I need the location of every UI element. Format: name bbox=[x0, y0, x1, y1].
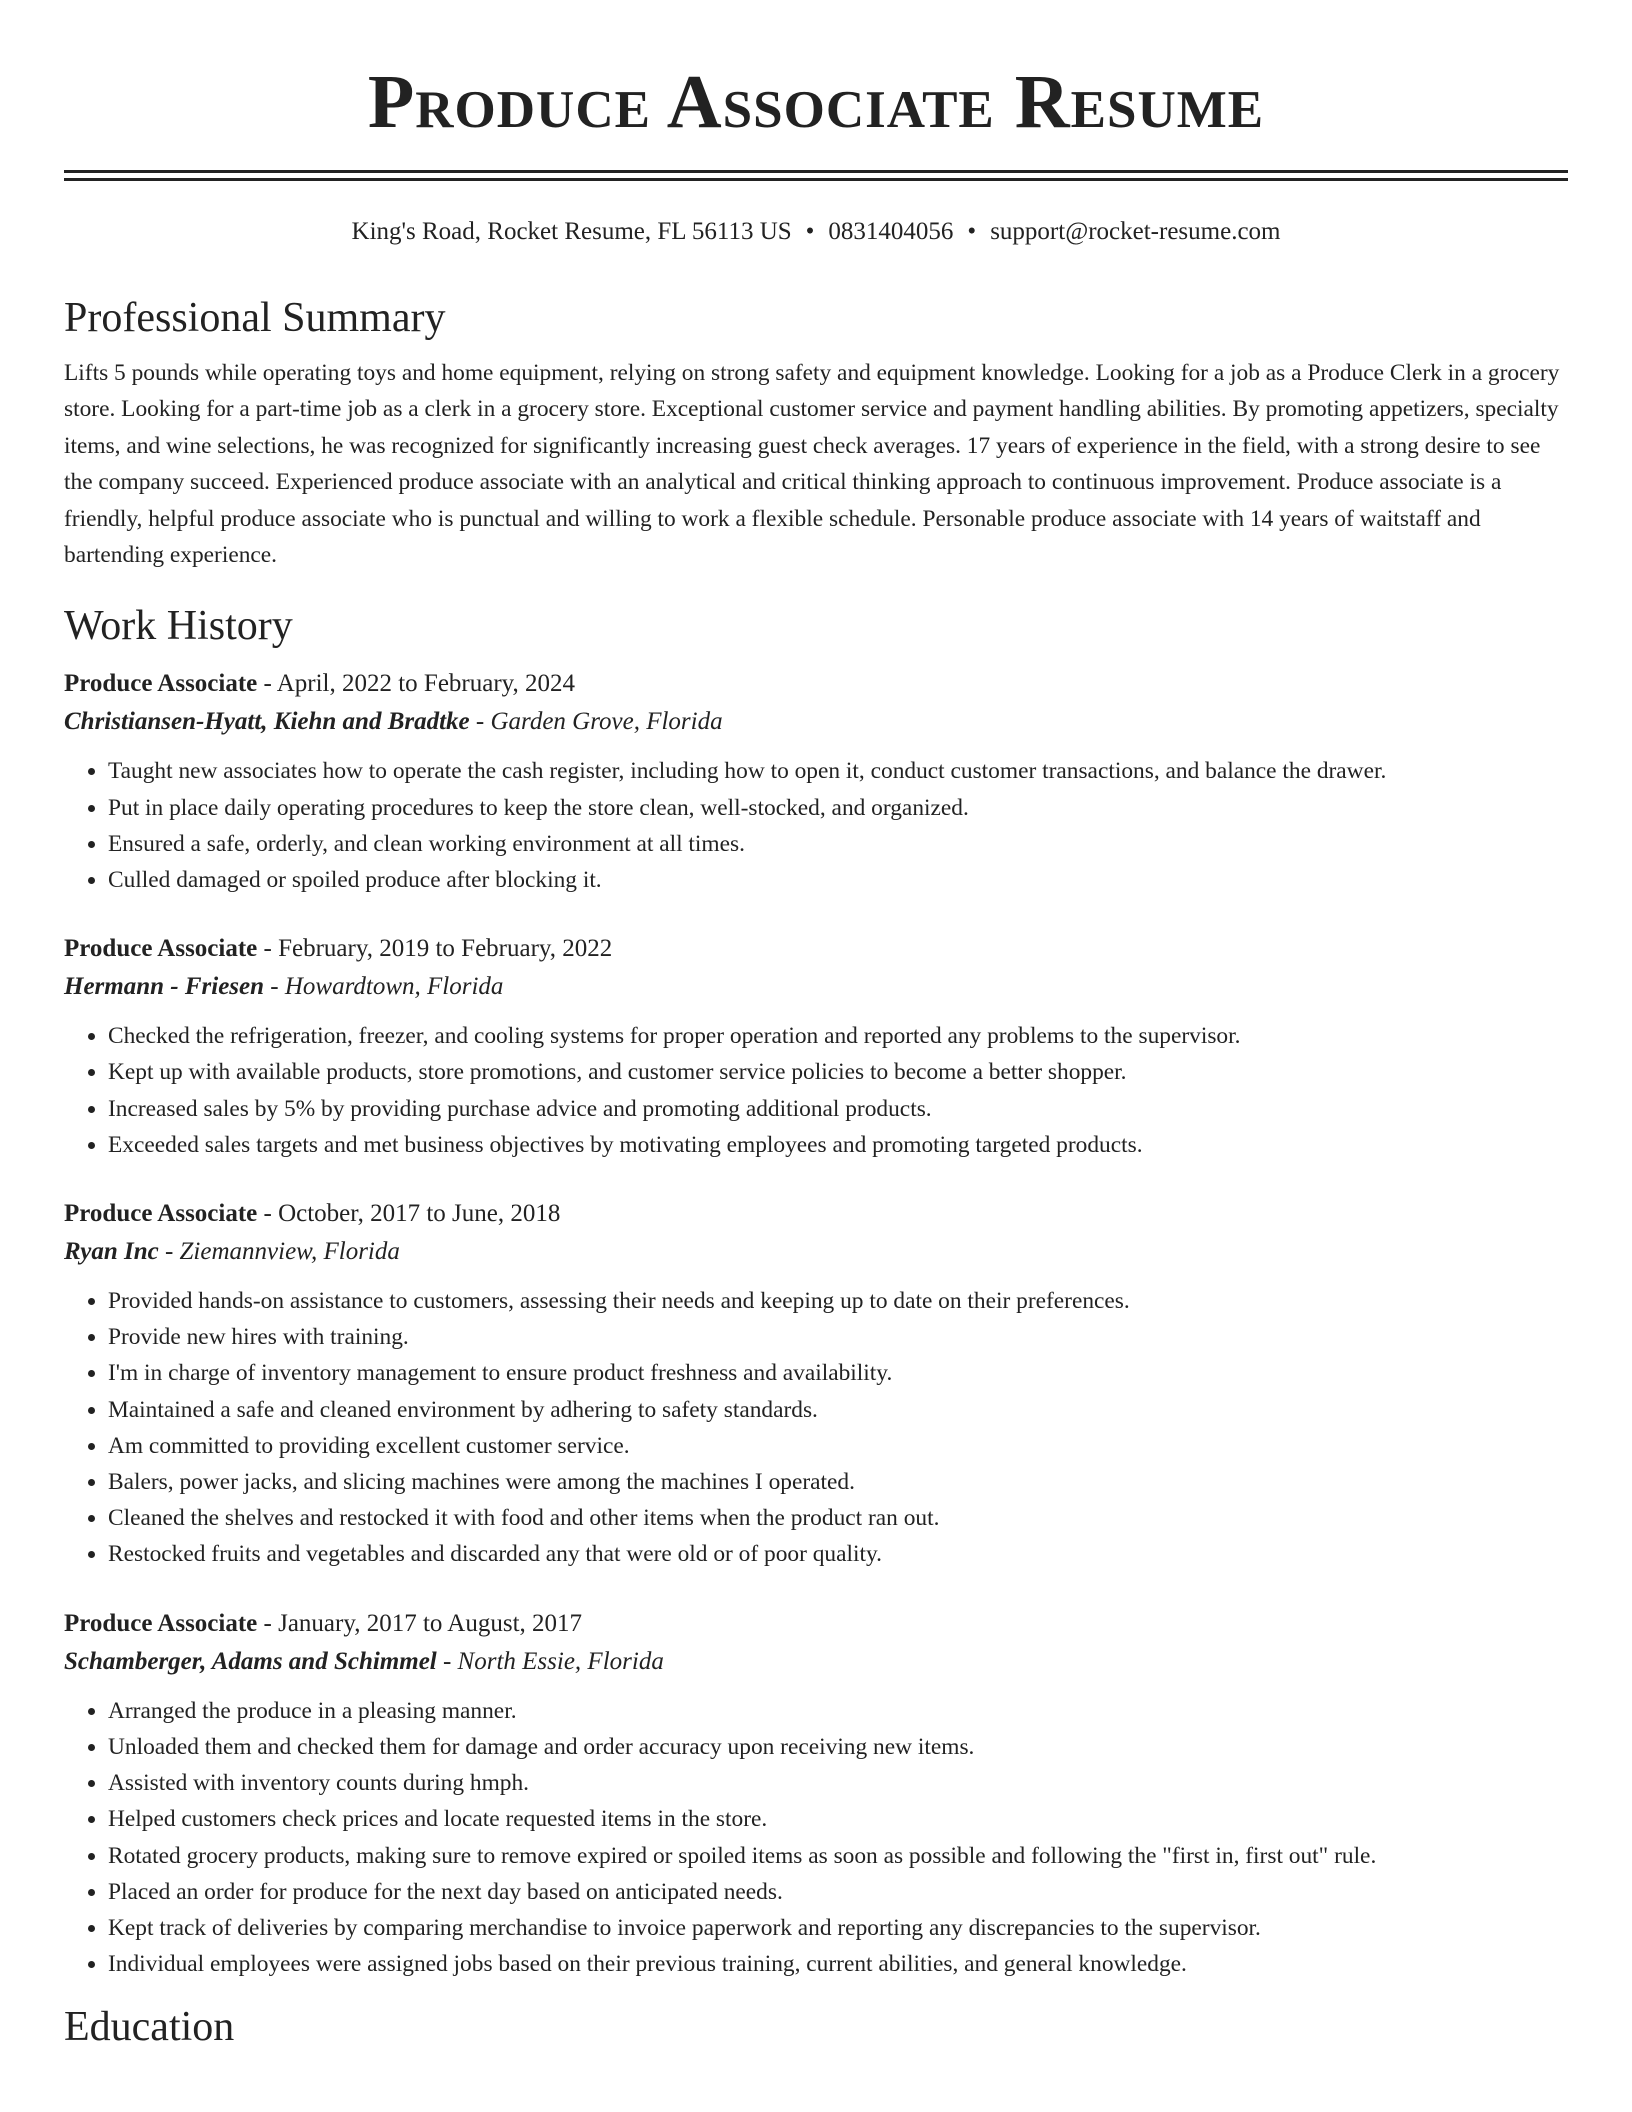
list-item: • Balers, power jacks, and slicing machines were among the machines I operated. bbox=[108, 1464, 1568, 1500]
bullet-separator: • bbox=[967, 218, 977, 245]
job-bullets bbox=[64, 1693, 1568, 1983]
job-entry bbox=[64, 665, 1568, 898]
job-bullets bbox=[64, 1283, 1568, 1573]
work-history-heading: Work History bbox=[64, 603, 293, 650]
job-dates: - October, 2017 to June, 2018 bbox=[257, 1200, 561, 1228]
contact-line bbox=[64, 215, 1568, 249]
list-item: • Placed an order for produce for the next day based on anticipated needs. bbox=[108, 1874, 1568, 1910]
list-item: • Taught new associates how to operate the cash register, including how to open it, conduct customer transactions, and balance the drawer. bbox=[108, 753, 1568, 789]
job-company-line bbox=[64, 1233, 1568, 1271]
list-item: • Increased sales by 5% by providing purchase advice and promoting additional products. bbox=[108, 1091, 1568, 1127]
job-role: Produce Associate bbox=[64, 935, 258, 963]
list-item: • Kept track of deliveries by comparing merchandise to invoice paperwork and reporting any discrepancies to the supervisor. bbox=[108, 1910, 1568, 1946]
list-item: • Culled damaged or spoiled produce after blocking it. bbox=[108, 862, 1568, 898]
list-item: • Exceeded sales targets and met business objectives by motivating employees and promoting targeted products. bbox=[108, 1127, 1568, 1163]
list-item: • Ensured a safe, orderly, and clean working environment at all times. bbox=[108, 826, 1568, 862]
list-item: • Put in place daily operating procedures to keep the store clean, well-stocked, and organized. bbox=[108, 790, 1568, 826]
job-bullets bbox=[64, 753, 1568, 898]
job-entry bbox=[64, 1605, 1568, 1983]
job-company: Christiansen-Hyatt, Kiehn and Bradtke bbox=[64, 708, 470, 736]
job-role: Produce Associate bbox=[64, 670, 258, 698]
job-title-line bbox=[64, 1195, 1568, 1233]
job-location: - Garden Grove, Florida bbox=[469, 708, 723, 736]
job-title-line bbox=[64, 930, 1568, 968]
job-dates: - April, 2022 to February, 2024 bbox=[257, 670, 576, 698]
job-company: Hermann - Friesen bbox=[64, 973, 265, 1001]
job-location: - North Essie, Florida bbox=[436, 1647, 664, 1675]
list-item: • Provided hands-on assistance to customers, assessing their needs and keeping up to date on their preferences. bbox=[108, 1283, 1568, 1319]
job-company: Schamberger, Adams and Schimmel bbox=[64, 1647, 437, 1675]
title-double-rule bbox=[64, 170, 1568, 181]
list-item: • Maintained a safe and cleaned environment by adhering to safety standards. bbox=[108, 1392, 1568, 1428]
job-title-line bbox=[64, 1605, 1568, 1643]
bullet-separator: • bbox=[805, 218, 815, 245]
list-item: • Am committed to providing excellent customer service. bbox=[108, 1428, 1568, 1464]
summary-heading: Professional Summary bbox=[64, 295, 446, 341]
job-location: - Howardtown, Florida bbox=[264, 973, 504, 1001]
job-company-line bbox=[64, 968, 1568, 1006]
job-company-line bbox=[64, 703, 1568, 741]
job-company: Ryan Inc bbox=[64, 1238, 159, 1266]
job-location: - Ziemannview, Florida bbox=[158, 1238, 400, 1266]
list-item: • Restocked fruits and vegetables and discarded any that were old or of poor quality. bbox=[108, 1536, 1568, 1572]
list-item: • I'm in charge of inventory management to ensure product freshness and availability. bbox=[108, 1355, 1568, 1391]
contact-email: support@rocket-resume.com bbox=[990, 218, 1281, 245]
list-item: • Kept up with available products, store promotions, and customer service policies to become a better shopper. bbox=[108, 1054, 1568, 1090]
list-item: • Helped customers check prices and locate requested items in the store. bbox=[108, 1801, 1568, 1837]
summary-text: Lifts 5 pounds while operating toys and home equipment, relying on strong safety and equipment knowledge. Looking for a job as a Produce Clerk in a grocery store. Looking for a part-time job as a clerk in a grocery store. Exceptional customer service and payment handling abilities. By promoting appetizers, specialty items, and wine selections, he was recognized for significantly increasing guest check averages. 17 years of experience in the field, with a strong desire to see the company succeed. Experienced produce associate with an analytical and critical thinking approach to continuous improvement. Produce associate is a friendly, helpful produce associate who is punctual and willing to work a flexible schedule. Personable produce associate with 14 years of waitstaff and bartending experience. bbox=[64, 360, 1560, 569]
list-item: • Provide new hires with training. bbox=[108, 1319, 1568, 1355]
job-company-line bbox=[64, 1643, 1568, 1681]
contact-address: King's Road, Rocket Resume, FL 56113 US bbox=[351, 218, 792, 245]
job-dates: - January, 2017 to August, 2017 bbox=[257, 1609, 583, 1637]
list-item: • Unloaded them and checked them for damage and order accuracy upon receiving new items. bbox=[108, 1729, 1568, 1765]
contact-phone: 0831404056 bbox=[828, 218, 954, 245]
job-dates: - February, 2019 to February, 2022 bbox=[257, 935, 613, 963]
job-bullets bbox=[64, 1018, 1568, 1163]
list-item: • Cleaned the shelves and restocked it with food and other items when the product ran out. bbox=[108, 1500, 1568, 1536]
job-title-line bbox=[64, 665, 1568, 703]
job-role: Produce Associate bbox=[64, 1200, 258, 1228]
job-list bbox=[64, 665, 1568, 1982]
job-entry bbox=[64, 1195, 1568, 1573]
education-heading: Education bbox=[64, 2004, 235, 2051]
list-item: • Rotated grocery products, making sure to remove expired or spoiled items as soon as possible and following the "first in, first out" rule. bbox=[108, 1838, 1568, 1874]
list-item: • Assisted with inventory counts during hmph. bbox=[108, 1765, 1568, 1801]
list-item: • Checked the refrigeration, freezer, and cooling systems for proper operation and reported any problems to the supervisor. bbox=[108, 1018, 1568, 1054]
list-item: • Arranged the produce in a pleasing manner. bbox=[108, 1693, 1568, 1729]
resume-title: Produce Associate Resume bbox=[367, 60, 1265, 144]
job-entry bbox=[64, 930, 1568, 1163]
list-item: • Individual employees were assigned jobs based on their previous training, current abilities, and general knowledge. bbox=[108, 1946, 1568, 1982]
job-role: Produce Associate bbox=[64, 1609, 258, 1637]
